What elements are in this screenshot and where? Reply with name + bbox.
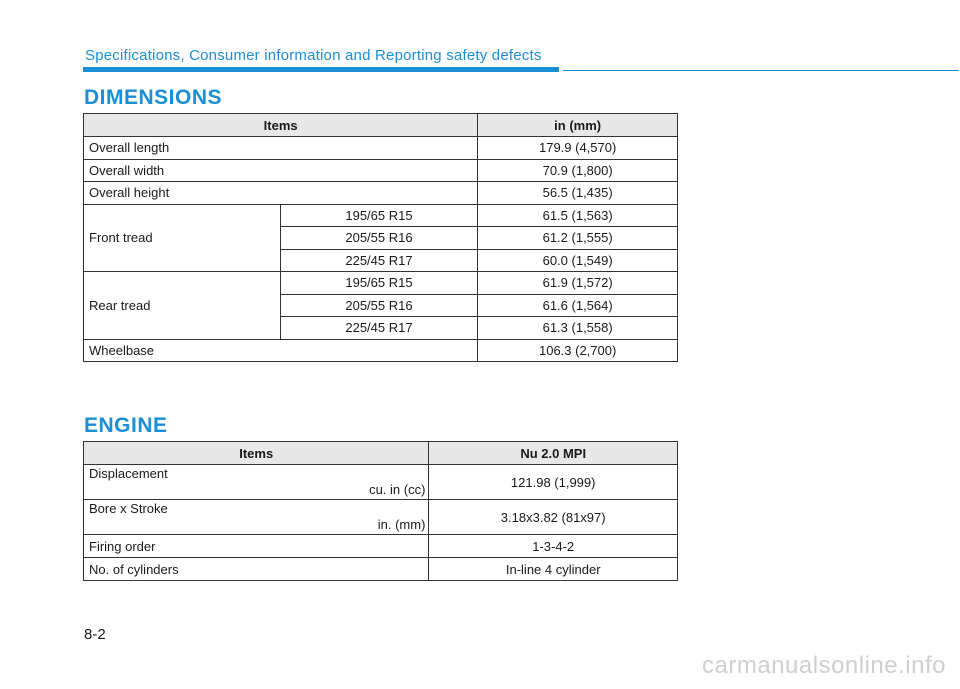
tire-size: 205/55 R16	[280, 227, 478, 250]
table-row	[84, 204, 678, 227]
row-unit: cu. in (cc)	[369, 482, 426, 497]
row-unit: in. (mm)	[377, 517, 426, 532]
tire-size: 195/65 R15	[280, 204, 478, 227]
tire-size: 225/45 R17	[280, 317, 478, 340]
col-value: Nu 2.0 MPI	[429, 442, 678, 465]
row-value: In-line 4 cylinder	[429, 558, 678, 581]
table-row	[84, 558, 678, 581]
row-label: Wheelbase	[84, 339, 478, 362]
col-value: in (mm)	[478, 114, 678, 137]
dimensions-title: DIMENSIONS	[84, 86, 223, 109]
row-label-cell	[84, 500, 429, 535]
header-rule-thick	[83, 67, 559, 72]
row-value: 179.9 (4,570)	[478, 137, 678, 160]
row-label: Front tread	[84, 204, 281, 272]
row-label: Overall height	[84, 182, 478, 205]
row-label: Displacement	[89, 466, 168, 481]
row-value: 61.3 (1,558)	[478, 317, 678, 340]
row-value: 3.18x3.82 (81x97)	[429, 500, 678, 535]
engine-title: ENGINE	[84, 414, 168, 437]
row-value: 60.0 (1,549)	[478, 249, 678, 272]
row-value: 70.9 (1,800)	[478, 159, 678, 182]
table-row	[84, 535, 678, 558]
tire-size: 205/55 R16	[280, 294, 478, 317]
table-header-row	[84, 114, 678, 137]
row-label: Rear tread	[84, 272, 281, 340]
row-label: No. of cylinders	[84, 558, 429, 581]
row-label: Bore x Stroke	[89, 501, 168, 516]
table-row	[84, 182, 678, 205]
table-row	[84, 465, 678, 500]
table-row	[84, 339, 678, 362]
table-row	[84, 137, 678, 160]
row-label: Firing order	[84, 535, 429, 558]
row-label: Overall length	[84, 137, 478, 160]
row-value: 121.98 (1,999)	[429, 465, 678, 500]
row-label: Overall width	[84, 159, 478, 182]
header-rule-thin	[563, 70, 959, 71]
watermark: carmanualsonline.info	[702, 652, 946, 679]
row-value: 61.6 (1,564)	[478, 294, 678, 317]
table-row	[84, 159, 678, 182]
tire-size: 225/45 R17	[280, 249, 478, 272]
tire-size: 195/65 R15	[280, 272, 478, 295]
row-value: 61.5 (1,563)	[478, 204, 678, 227]
table-row	[84, 272, 678, 295]
row-value: 1-3-4-2	[429, 535, 678, 558]
row-value: 61.9 (1,572)	[478, 272, 678, 295]
page-header: Specifications, Consumer information and Reporting safety defects	[85, 47, 542, 64]
row-value: 61.2 (1,555)	[478, 227, 678, 250]
table-header-row	[84, 442, 678, 465]
table-row	[84, 500, 678, 535]
col-items: Items	[84, 442, 429, 465]
row-value: 106.3 (2,700)	[478, 339, 678, 362]
col-items: Items	[84, 114, 478, 137]
engine-table	[83, 441, 678, 581]
dimensions-table	[83, 113, 678, 362]
row-label-cell	[84, 465, 429, 500]
row-value: 56.5 (1,435)	[478, 182, 678, 205]
page-number: 8-2	[84, 626, 106, 643]
